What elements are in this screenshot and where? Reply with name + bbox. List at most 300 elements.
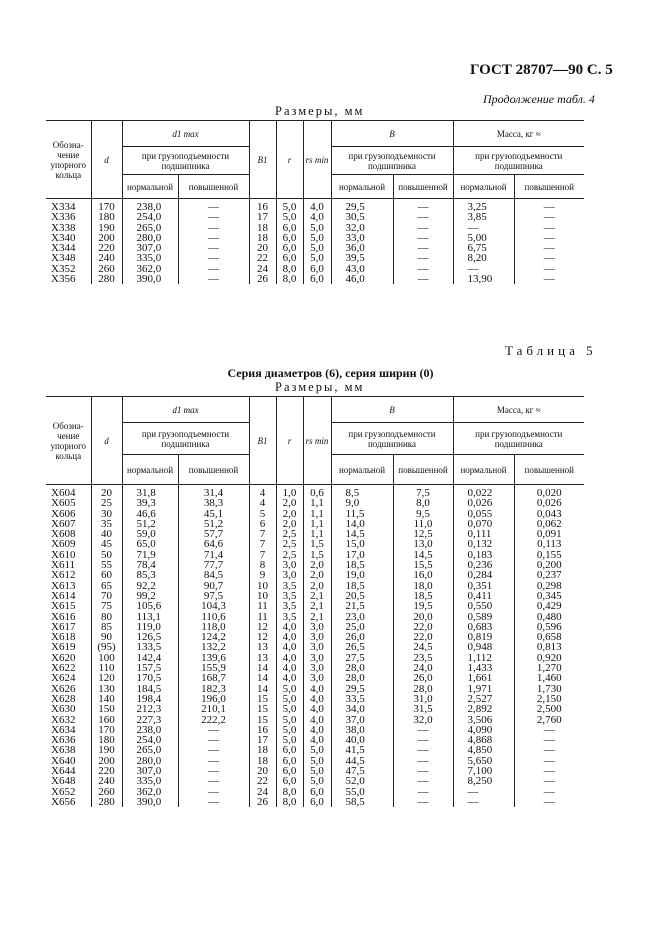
- table-cell: 70: [91, 591, 122, 601]
- table-row: [46, 632, 584, 642]
- table-cell: 212,3: [122, 704, 178, 714]
- table-row: [46, 766, 584, 776]
- table-row: [46, 756, 584, 766]
- table-cell: 60: [91, 570, 122, 580]
- table-cell: 220: [91, 766, 122, 776]
- table-row: [46, 715, 584, 725]
- table-cell: —: [393, 212, 453, 222]
- table-cell: 5,0: [276, 735, 303, 745]
- table-cell: 32,0: [331, 223, 393, 233]
- table-cell: 3,85: [453, 212, 514, 222]
- table-cell: —: [514, 223, 584, 233]
- ring-designation: X608: [51, 529, 76, 540]
- ring-designation: X348: [51, 253, 76, 264]
- header-increased: повышенной: [393, 175, 453, 199]
- table-cell: 100: [91, 653, 122, 663]
- table-cell: —: [453, 797, 514, 807]
- ring-designation: X626: [51, 683, 76, 694]
- table-cell: 5,0: [276, 694, 303, 704]
- table-cell: 38,3: [178, 498, 249, 508]
- ring-designation: X648: [51, 776, 76, 787]
- table-cell: 0,683: [453, 622, 514, 632]
- table-cell: 0,237: [514, 570, 584, 580]
- table-cell: 2,150: [514, 694, 584, 704]
- table-cell: 55: [91, 560, 122, 570]
- table-cell: 18,5: [393, 591, 453, 601]
- table-cell: 0,020: [514, 485, 584, 499]
- table-cell: 190: [91, 223, 122, 233]
- table-row: [46, 581, 584, 591]
- table-cell: 220: [91, 243, 122, 253]
- table-cell: 3,0: [276, 560, 303, 570]
- table-cell: 77,7: [178, 560, 249, 570]
- table-cell: 2,0: [303, 570, 331, 580]
- table-cell: 1,1: [303, 529, 331, 539]
- table-cell: 10: [249, 581, 276, 591]
- table-cell: 190: [91, 745, 122, 755]
- table-cell: 0,062: [514, 519, 584, 529]
- table-cell: 3,0: [276, 570, 303, 580]
- table-cell: 335,0: [122, 776, 178, 786]
- table-cell: 11,0: [393, 519, 453, 529]
- table-cell: 8,0: [276, 274, 303, 284]
- table-cell: 17: [249, 735, 276, 745]
- table-cell: —: [178, 776, 249, 786]
- ring-designation: X632: [51, 714, 76, 725]
- table-cell: 12,5: [393, 529, 453, 539]
- table-cell: 2,1: [303, 612, 331, 622]
- table-cell: (95): [91, 642, 122, 652]
- table-cell: 55,0: [331, 787, 393, 797]
- table-cell: 14,0: [331, 519, 393, 529]
- table-cell: 5,0: [303, 766, 331, 776]
- table-cell: —: [453, 264, 514, 274]
- table-cell: 65,0: [122, 539, 178, 549]
- table-cell: 18: [249, 756, 276, 766]
- table-cell: 260: [91, 264, 122, 274]
- table-cell: 0,022: [453, 485, 514, 499]
- ring-designation: X618: [51, 632, 76, 643]
- table-cell: 6,0: [303, 274, 331, 284]
- table-cell: 40: [91, 529, 122, 539]
- header-designation: Обозна- чение упорного кольца: [46, 397, 91, 485]
- table-cell: 3,0: [303, 642, 331, 652]
- table-cell: 362,0: [122, 787, 178, 797]
- table-cell: 362,0: [122, 264, 178, 274]
- table-cell: 168,7: [178, 673, 249, 683]
- table-cell: —: [514, 756, 584, 766]
- table-cell: —: [393, 223, 453, 233]
- ring-designation: X336: [51, 212, 76, 223]
- header-load-capacity: при грузоподъемности подшипника: [453, 423, 584, 455]
- ring-designation: X334: [51, 201, 76, 213]
- table-cell: 2,5: [276, 550, 303, 560]
- table-cell: 4,0: [303, 735, 331, 745]
- table-cell: 22: [249, 776, 276, 786]
- table-cell: 5,0: [303, 223, 331, 233]
- table-cell: 0,411: [453, 591, 514, 601]
- table-cell: 38,0: [331, 725, 393, 735]
- table-cell: 64,6: [178, 539, 249, 549]
- table-cell: 7,100: [453, 766, 514, 776]
- header-b1: B1: [249, 397, 276, 485]
- table-cell: 139,6: [178, 653, 249, 663]
- table-cell: 0,429: [514, 601, 584, 611]
- table-cell: —: [178, 766, 249, 776]
- ring-designation: X622: [51, 663, 76, 674]
- table-cell: 265,0: [122, 223, 178, 233]
- ring-designation: X340: [51, 232, 76, 244]
- table-cell: 29,5: [331, 684, 393, 694]
- table-cell: 31,4: [178, 485, 249, 499]
- table-cell: —: [393, 253, 453, 263]
- table-cell: 15,5: [393, 560, 453, 570]
- table-cell: 335,0: [122, 253, 178, 263]
- table-cell: 4,0: [303, 212, 331, 222]
- table-cell: 0,026: [514, 498, 584, 508]
- table-cell: 180: [91, 212, 122, 222]
- continuation-note: Продолжение табл. 4: [483, 92, 595, 106]
- table-cell: 390,0: [122, 797, 178, 807]
- table-cell: 2,0: [303, 560, 331, 570]
- table-cell: 7: [249, 550, 276, 560]
- table-cell: 118,0: [178, 622, 249, 632]
- table-cell: 25,0: [331, 622, 393, 632]
- table-cell: 0,589: [453, 612, 514, 622]
- ring-designation: X614: [51, 590, 76, 602]
- table-cell: 2,0: [276, 509, 303, 519]
- table-cell: 1,971: [453, 684, 514, 694]
- table-cell: 0,6: [303, 485, 331, 499]
- table-cell: 6,0: [276, 766, 303, 776]
- table-row: [46, 776, 584, 786]
- table-cell: 2,1: [303, 601, 331, 611]
- ring-designation: X352: [51, 263, 76, 275]
- table-cell: 40,0: [331, 735, 393, 745]
- header-d1max: d1 max: [122, 121, 249, 147]
- table-cell: 29,5: [331, 199, 393, 213]
- table-cell: 37,0: [331, 715, 393, 725]
- header-mass: Масса, кг ≈: [453, 121, 584, 147]
- table-cell: 1,1: [303, 519, 331, 529]
- table-cell: 20: [249, 766, 276, 776]
- ring-designation: X338: [51, 222, 76, 233]
- header-b: B: [331, 397, 453, 423]
- table-cell: 26,5: [331, 642, 393, 652]
- table-cell: 22: [249, 253, 276, 263]
- table-cell: 16,0: [393, 570, 453, 580]
- table-cell: 8,0: [276, 264, 303, 274]
- table-row: [46, 264, 584, 274]
- table-cell: 19,5: [393, 601, 453, 611]
- table-cell: 5,650: [453, 756, 514, 766]
- table-cell: 23,5: [393, 653, 453, 663]
- table-cell: 13: [249, 653, 276, 663]
- header-increased: повышенной: [514, 455, 584, 485]
- table-cell: 30,5: [331, 212, 393, 222]
- table-cell: 196,0: [178, 694, 249, 704]
- table-cell: —: [393, 274, 453, 284]
- table-cell: 3,506: [453, 715, 514, 725]
- table-cell: 5,0: [303, 253, 331, 263]
- table-cell: 120: [91, 673, 122, 683]
- table-cell: 0,026: [453, 498, 514, 508]
- table-cell: 57,7: [178, 529, 249, 539]
- table-cell: 227,3: [122, 715, 178, 725]
- table-cell: 3,0: [303, 673, 331, 683]
- table-cell: 8,20: [453, 253, 514, 263]
- header-mass: Масса, кг ≈: [453, 397, 584, 423]
- table-cell: 5,0: [276, 199, 303, 213]
- table-cell: 20: [91, 485, 122, 499]
- table-cell: —: [514, 766, 584, 776]
- table-cell: —: [178, 223, 249, 233]
- table-cell: 0,284: [453, 570, 514, 580]
- table-cell: 1,1: [303, 498, 331, 508]
- table-cell: —: [393, 787, 453, 797]
- table-row: [46, 529, 584, 539]
- table-cell: —: [178, 199, 249, 213]
- table-cell: 15: [249, 704, 276, 714]
- table-cell: 75: [91, 601, 122, 611]
- table-cell: 5,0: [276, 212, 303, 222]
- table-cell: —: [178, 233, 249, 243]
- table-cell: —: [514, 264, 584, 274]
- table-cell: 280: [91, 274, 122, 284]
- table-cell: 0,658: [514, 632, 584, 642]
- table-cell: 85,3: [122, 570, 178, 580]
- ring-designation: X344: [51, 243, 76, 254]
- table-cell: 6,0: [276, 253, 303, 263]
- table-cell: —: [178, 756, 249, 766]
- table-cell: 5: [249, 509, 276, 519]
- table-row: [46, 673, 584, 683]
- table-row: [46, 570, 584, 580]
- table-cell: —: [178, 274, 249, 284]
- ring-designation: X607: [51, 518, 76, 530]
- table-cell: 34,0: [331, 704, 393, 714]
- table-cell: —: [514, 725, 584, 735]
- table-cell: —: [514, 776, 584, 786]
- table-cell: 21,5: [331, 601, 393, 611]
- table-cell: 15,0: [331, 539, 393, 549]
- table-cell: 170,5: [122, 673, 178, 683]
- table-cell: 99,2: [122, 591, 178, 601]
- table-cell: —: [178, 725, 249, 735]
- ring-designation: X634: [51, 724, 76, 736]
- table-cell: 3,5: [276, 601, 303, 611]
- table-cell: 26,0: [393, 673, 453, 683]
- table-cell: —: [178, 253, 249, 263]
- table-cell: —: [514, 797, 584, 807]
- ring-designation: X605: [51, 498, 76, 509]
- table-cell: 104,3: [178, 601, 249, 611]
- table-cell: 47,5: [331, 766, 393, 776]
- header-designation: Обозна- чение упорного кольца: [46, 121, 91, 199]
- table-cell: 6,0: [303, 797, 331, 807]
- table-cell: 97,5: [178, 591, 249, 601]
- table-cell: 32,0: [393, 715, 453, 725]
- table-cell: 24: [249, 264, 276, 274]
- table-cell: 142,4: [122, 653, 178, 663]
- table-cell: 6,0: [303, 787, 331, 797]
- table-cell: 20,5: [331, 591, 393, 601]
- table-cell: 41,5: [331, 745, 393, 755]
- table-cell: 3,5: [276, 591, 303, 601]
- table-cell: 0,813: [514, 642, 584, 652]
- table-cell: 16: [249, 725, 276, 735]
- ring-designation: X612: [51, 570, 76, 581]
- table-cell: 15: [249, 694, 276, 704]
- table-cell: —: [393, 264, 453, 274]
- table5-series-caption: Серия диаметров (6), серия ширин (0): [227, 366, 434, 380]
- ring-designation: X640: [51, 755, 76, 767]
- table-cell: —: [393, 199, 453, 213]
- table-cell: 17,0: [331, 550, 393, 560]
- table-cell: 14: [249, 673, 276, 683]
- table-cell: 44,5: [331, 756, 393, 766]
- table-cell: 4,090: [453, 725, 514, 735]
- table-cell: 11: [249, 612, 276, 622]
- table-cell: 307,0: [122, 243, 178, 253]
- ring-designation: X613: [51, 580, 76, 591]
- table-cell: 4,0: [276, 663, 303, 673]
- table-cell: 113,1: [122, 612, 178, 622]
- table-cell: —: [453, 787, 514, 797]
- table-cell: 28,0: [331, 663, 393, 673]
- table-row: [46, 591, 584, 601]
- header-load-capacity: при грузоподъемности подшипника: [122, 147, 249, 175]
- table-cell: 6,0: [276, 756, 303, 766]
- table-cell: 31,0: [393, 694, 453, 704]
- table-cell: 7: [249, 539, 276, 549]
- table-cell: 307,0: [122, 766, 178, 776]
- ring-designation: X606: [51, 508, 76, 519]
- table-cell: 0,345: [514, 591, 584, 601]
- table-cell: —: [514, 233, 584, 243]
- table-cell: 14: [249, 663, 276, 673]
- header-r: r: [276, 121, 303, 199]
- table-cell: 17: [249, 212, 276, 222]
- table-cell: 18: [249, 223, 276, 233]
- table-cell: 8,0: [276, 797, 303, 807]
- table-cell: —: [178, 212, 249, 222]
- table5: [46, 396, 584, 807]
- table-cell: 3,0: [303, 663, 331, 673]
- table-cell: 92,2: [122, 581, 178, 591]
- document-reference: ГОСТ 28707—90 С. 5: [470, 62, 613, 78]
- table-cell: 28,0: [331, 673, 393, 683]
- table-row: [46, 663, 584, 673]
- table-row: [46, 725, 584, 735]
- table-cell: 2,0: [276, 519, 303, 529]
- table-cell: 2,760: [514, 715, 584, 725]
- table-cell: 254,0: [122, 735, 178, 745]
- table-cell: 0,155: [514, 550, 584, 560]
- table-cell: —: [393, 756, 453, 766]
- table-row: [46, 684, 584, 694]
- header-load-capacity: при грузоподъемности подшипника: [122, 423, 249, 455]
- ring-designation: X615: [51, 601, 76, 612]
- table-cell: 0,480: [514, 612, 584, 622]
- table-cell: 71,4: [178, 550, 249, 560]
- header-load-capacity: при грузоподъемности подшипника: [453, 147, 584, 175]
- table-cell: —: [514, 212, 584, 222]
- table-cell: 5,00: [453, 233, 514, 243]
- table-cell: 3,5: [276, 581, 303, 591]
- table-cell: 5,0: [303, 243, 331, 253]
- table-cell: 3,0: [303, 632, 331, 642]
- table-cell: 110,6: [178, 612, 249, 622]
- table-cell: 0,070: [453, 519, 514, 529]
- header-normal: нормальной: [122, 175, 178, 199]
- header-d1max: d1 max: [122, 397, 249, 423]
- table-cell: 1,661: [453, 673, 514, 683]
- table-row: [46, 243, 584, 253]
- table-cell: —: [178, 264, 249, 274]
- header-increased: повышенной: [393, 455, 453, 485]
- table5-title: Таблица 5: [505, 343, 597, 358]
- table-cell: 0,948: [453, 642, 514, 652]
- table-cell: 150: [91, 704, 122, 714]
- table-cell: 18: [249, 233, 276, 243]
- table-cell: 6,75: [453, 243, 514, 253]
- table-cell: 1,5: [303, 550, 331, 560]
- table-cell: 4,0: [303, 199, 331, 213]
- table-row: [46, 199, 584, 213]
- table-cell: 18: [249, 745, 276, 755]
- table-cell: 18,5: [331, 581, 393, 591]
- table-cell: —: [178, 243, 249, 253]
- table-row: [46, 735, 584, 745]
- table-cell: 5,0: [303, 776, 331, 786]
- table-cell: —: [514, 243, 584, 253]
- table-cell: 22,0: [393, 632, 453, 642]
- table-cell: 6,0: [276, 243, 303, 253]
- table-row: [46, 519, 584, 529]
- table-cell: 0,920: [514, 653, 584, 663]
- table-cell: 15: [249, 715, 276, 725]
- table-cell: —: [393, 735, 453, 745]
- table-cell: 280,0: [122, 233, 178, 243]
- table-cell: 5,0: [303, 756, 331, 766]
- table-cell: 4: [249, 498, 276, 508]
- table-cell: 2,0: [303, 581, 331, 591]
- table-cell: 0,043: [514, 509, 584, 519]
- table-row: [46, 704, 584, 714]
- table-cell: 3,0: [303, 622, 331, 632]
- ring-designation: X636: [51, 735, 76, 746]
- table-cell: 3,5: [276, 612, 303, 622]
- header-normal: нормальной: [331, 455, 393, 485]
- header-rsmin: rs min: [303, 397, 331, 485]
- table-cell: 0,132: [453, 539, 514, 549]
- table-cell: 1,5: [303, 539, 331, 549]
- table-cell: —: [514, 787, 584, 797]
- header-d: d: [91, 397, 122, 485]
- table-cell: 8,5: [331, 485, 393, 499]
- table-cell: —: [514, 274, 584, 284]
- table-cell: 0,091: [514, 529, 584, 539]
- table-cell: 19,0: [331, 570, 393, 580]
- ring-designation: X652: [51, 786, 76, 797]
- header-load-capacity: при грузоподъемности подшипника: [331, 423, 453, 455]
- table-cell: —: [393, 766, 453, 776]
- table-cell: 90: [91, 632, 122, 642]
- table-cell: 4,0: [303, 694, 331, 704]
- table-cell: 0,351: [453, 581, 514, 591]
- table-cell: —: [178, 745, 249, 755]
